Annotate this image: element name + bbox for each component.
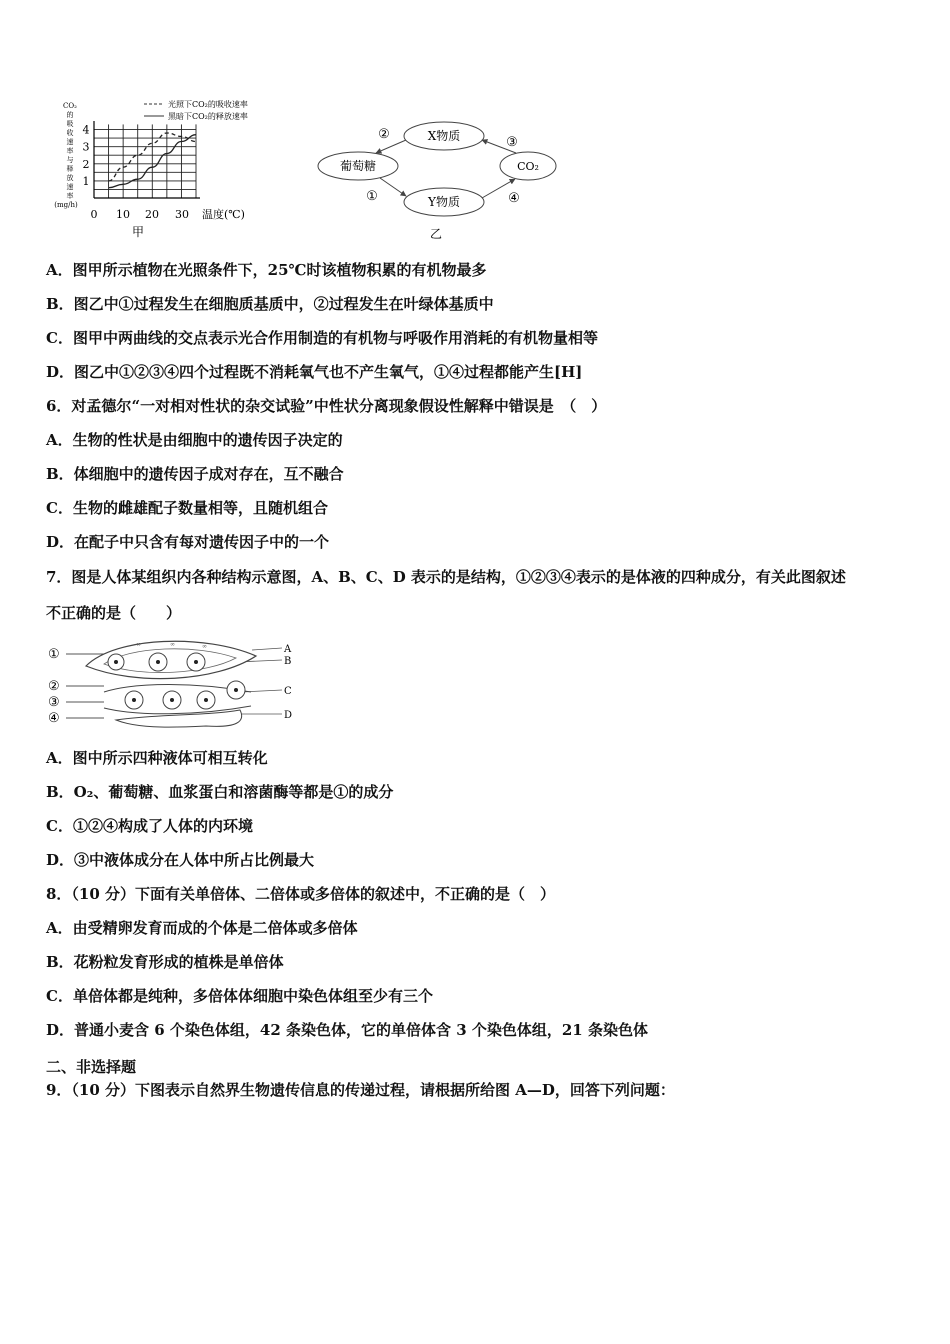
- ylabel-char: 率: [66, 147, 74, 155]
- q6-option-a: A．生物的性状是由细胞中的遗传因子决定的: [46, 431, 343, 449]
- arrow-label-2: ②: [378, 127, 390, 142]
- legend: [144, 99, 248, 121]
- figure-yi-diagram: [310, 116, 570, 246]
- svg-text:∞: ∞: [202, 643, 207, 650]
- node-glucose: [318, 152, 398, 180]
- q8-stem: 8．（10 分）下面有关单倍体、二倍体或多倍体的叙述中，不正确的是（ ）: [46, 885, 556, 903]
- arrow-label-1: ①: [366, 189, 378, 204]
- ylabel-char: 释: [66, 165, 74, 173]
- q7-tissue-figure: [46, 636, 306, 732]
- q5-option-b: B．图乙中①过程发生在细胞质基质中，②过程发生在叶绿体基质中: [46, 295, 494, 313]
- q6-option-c: C．生物的雌雄配子数量相等，且随机组合: [46, 499, 328, 517]
- legend-dark-label: 黑暗下CO₂的释放速率: [168, 112, 248, 121]
- q5-option-c: C．图甲中两曲线的交点表示光合作用制造的有机物与呼吸作用消耗的有机物量相等: [46, 329, 598, 347]
- q6-stem: 6．对孟德尔“一对相对性状的杂交试验”中性状分离现象假设性解释中错误是 （ ）: [46, 397, 607, 415]
- q8-option-d: D．普通小麦含 6 个染色体组，42 条染色体，它的单倍体含 3 个染色体组，21 条染色体: [46, 1021, 648, 1039]
- y-substance-label: Y物质: [428, 195, 460, 209]
- x-tick-label: 10: [116, 208, 130, 221]
- ylabel-char: 速: [66, 183, 74, 191]
- section-heading: 二、非选择题: [46, 1058, 137, 1076]
- q7-option-d: D．③中液体成分在人体中所占比例最大: [46, 851, 315, 869]
- q6-option-d: D．在配子中只含有每对遗传因子中的一个: [46, 533, 330, 551]
- x-tick-label: 30: [175, 208, 189, 221]
- node-x-substance: [404, 122, 484, 150]
- y-axis-label: [54, 102, 78, 209]
- q8-option-a: A．由受精卵发育而成的个体是二倍体或多倍体: [46, 919, 358, 937]
- q9-stem: 9．（10 分）下图表示自然界生物遗传信息的传递过程，请根据所给图 A—D，回答下列问题：: [46, 1081, 675, 1099]
- ylabel-char: (mg/h): [54, 201, 78, 209]
- x-substance-label: X物质: [427, 129, 461, 143]
- fluid-label-3: ③: [48, 695, 60, 710]
- chart-grid: [94, 121, 200, 198]
- glucose-label: 葡萄糖: [339, 159, 377, 173]
- y-tick-label: 4: [82, 123, 90, 137]
- capillary: [86, 641, 256, 679]
- x-tick-labels: [91, 208, 190, 221]
- svg-text:∞: ∞: [170, 641, 175, 648]
- ylabel-char: 与: [66, 156, 74, 164]
- ylabel-char: 率: [66, 192, 74, 200]
- x-axis-label: 温度(℃): [202, 208, 245, 221]
- q7-option-c: C．①②④构成了人体的内环境: [46, 817, 253, 835]
- q7-option-a: A．图中所示四种液体可相互转化: [46, 749, 268, 767]
- figure-caption: 乙: [429, 227, 443, 241]
- right-labels: [283, 644, 292, 721]
- y-tick-label: 3: [82, 140, 90, 154]
- structure-label-b: B: [284, 656, 292, 667]
- ylabel-char: 速: [66, 138, 74, 146]
- ylabel-char: 收: [66, 129, 74, 137]
- ylabel-char: 放: [66, 174, 74, 182]
- ylabel-char: 吸: [66, 120, 74, 128]
- fluid-label-1: ①: [48, 647, 60, 662]
- tissue-cells: [104, 681, 251, 714]
- y-tick-label: 2: [82, 157, 90, 171]
- svg-text:∞: ∞: [136, 641, 141, 648]
- structure-label-c: C: [284, 686, 292, 697]
- ylabel-char: CO₂: [63, 102, 77, 110]
- q7-stem-line2: 不正确的是（ ）: [46, 604, 182, 622]
- structure-label-a: A: [284, 644, 292, 655]
- q7-option-b: B．O₂、葡萄糖、血浆蛋白和溶菌酶等都是①的成分: [46, 783, 394, 801]
- q5-option-a: A．图甲所示植物在光照条件下，25℃时该植物积累的有机物最多: [46, 261, 487, 279]
- arrow-glucose-to-y: [380, 178, 406, 196]
- node-co2: [500, 152, 556, 180]
- arrow-label-4: ④: [508, 191, 520, 206]
- q6-option-b: B．体细胞中的遗传因子成对存在，互不融合: [46, 465, 344, 483]
- x-tick-label: 0: [90, 208, 98, 221]
- fluid-label-4: ④: [48, 711, 60, 726]
- fluid-label-2: ②: [48, 679, 60, 694]
- y-tick-label: 1: [82, 174, 90, 188]
- node-y-substance: [404, 188, 484, 216]
- structure-label-d: D: [284, 710, 293, 721]
- figure-jia-chart: [46, 96, 286, 246]
- y-tick-labels: [83, 124, 90, 188]
- arrow-label-3: ③: [506, 135, 518, 150]
- q5-option-d: D．图乙中①②③④四个过程既不消耗氧气也不产生氧气，①④过程都能产生[H]: [46, 363, 583, 381]
- co2-label: CO₂: [517, 160, 539, 173]
- ylabel-char: 的: [66, 111, 74, 119]
- q7-stem-line1: 7．图是人体某组织内各种结构示意图，A、B、C、D 表示的是结构，①②③④表示的是体液的四种成分，有关此图叙述: [46, 568, 846, 586]
- figure-caption: 甲: [131, 225, 145, 239]
- x-tick-label: 20: [145, 208, 159, 221]
- legend-light-label: 光照下CO₂的吸收速率: [168, 100, 248, 109]
- left-labels: [48, 647, 60, 726]
- q8-option-c: C．单倍体都是纯种，多倍体体细胞中染色体组至少有三个: [46, 987, 433, 1005]
- q8-option-b: B．花粉粒发育形成的植株是单倍体: [46, 953, 284, 971]
